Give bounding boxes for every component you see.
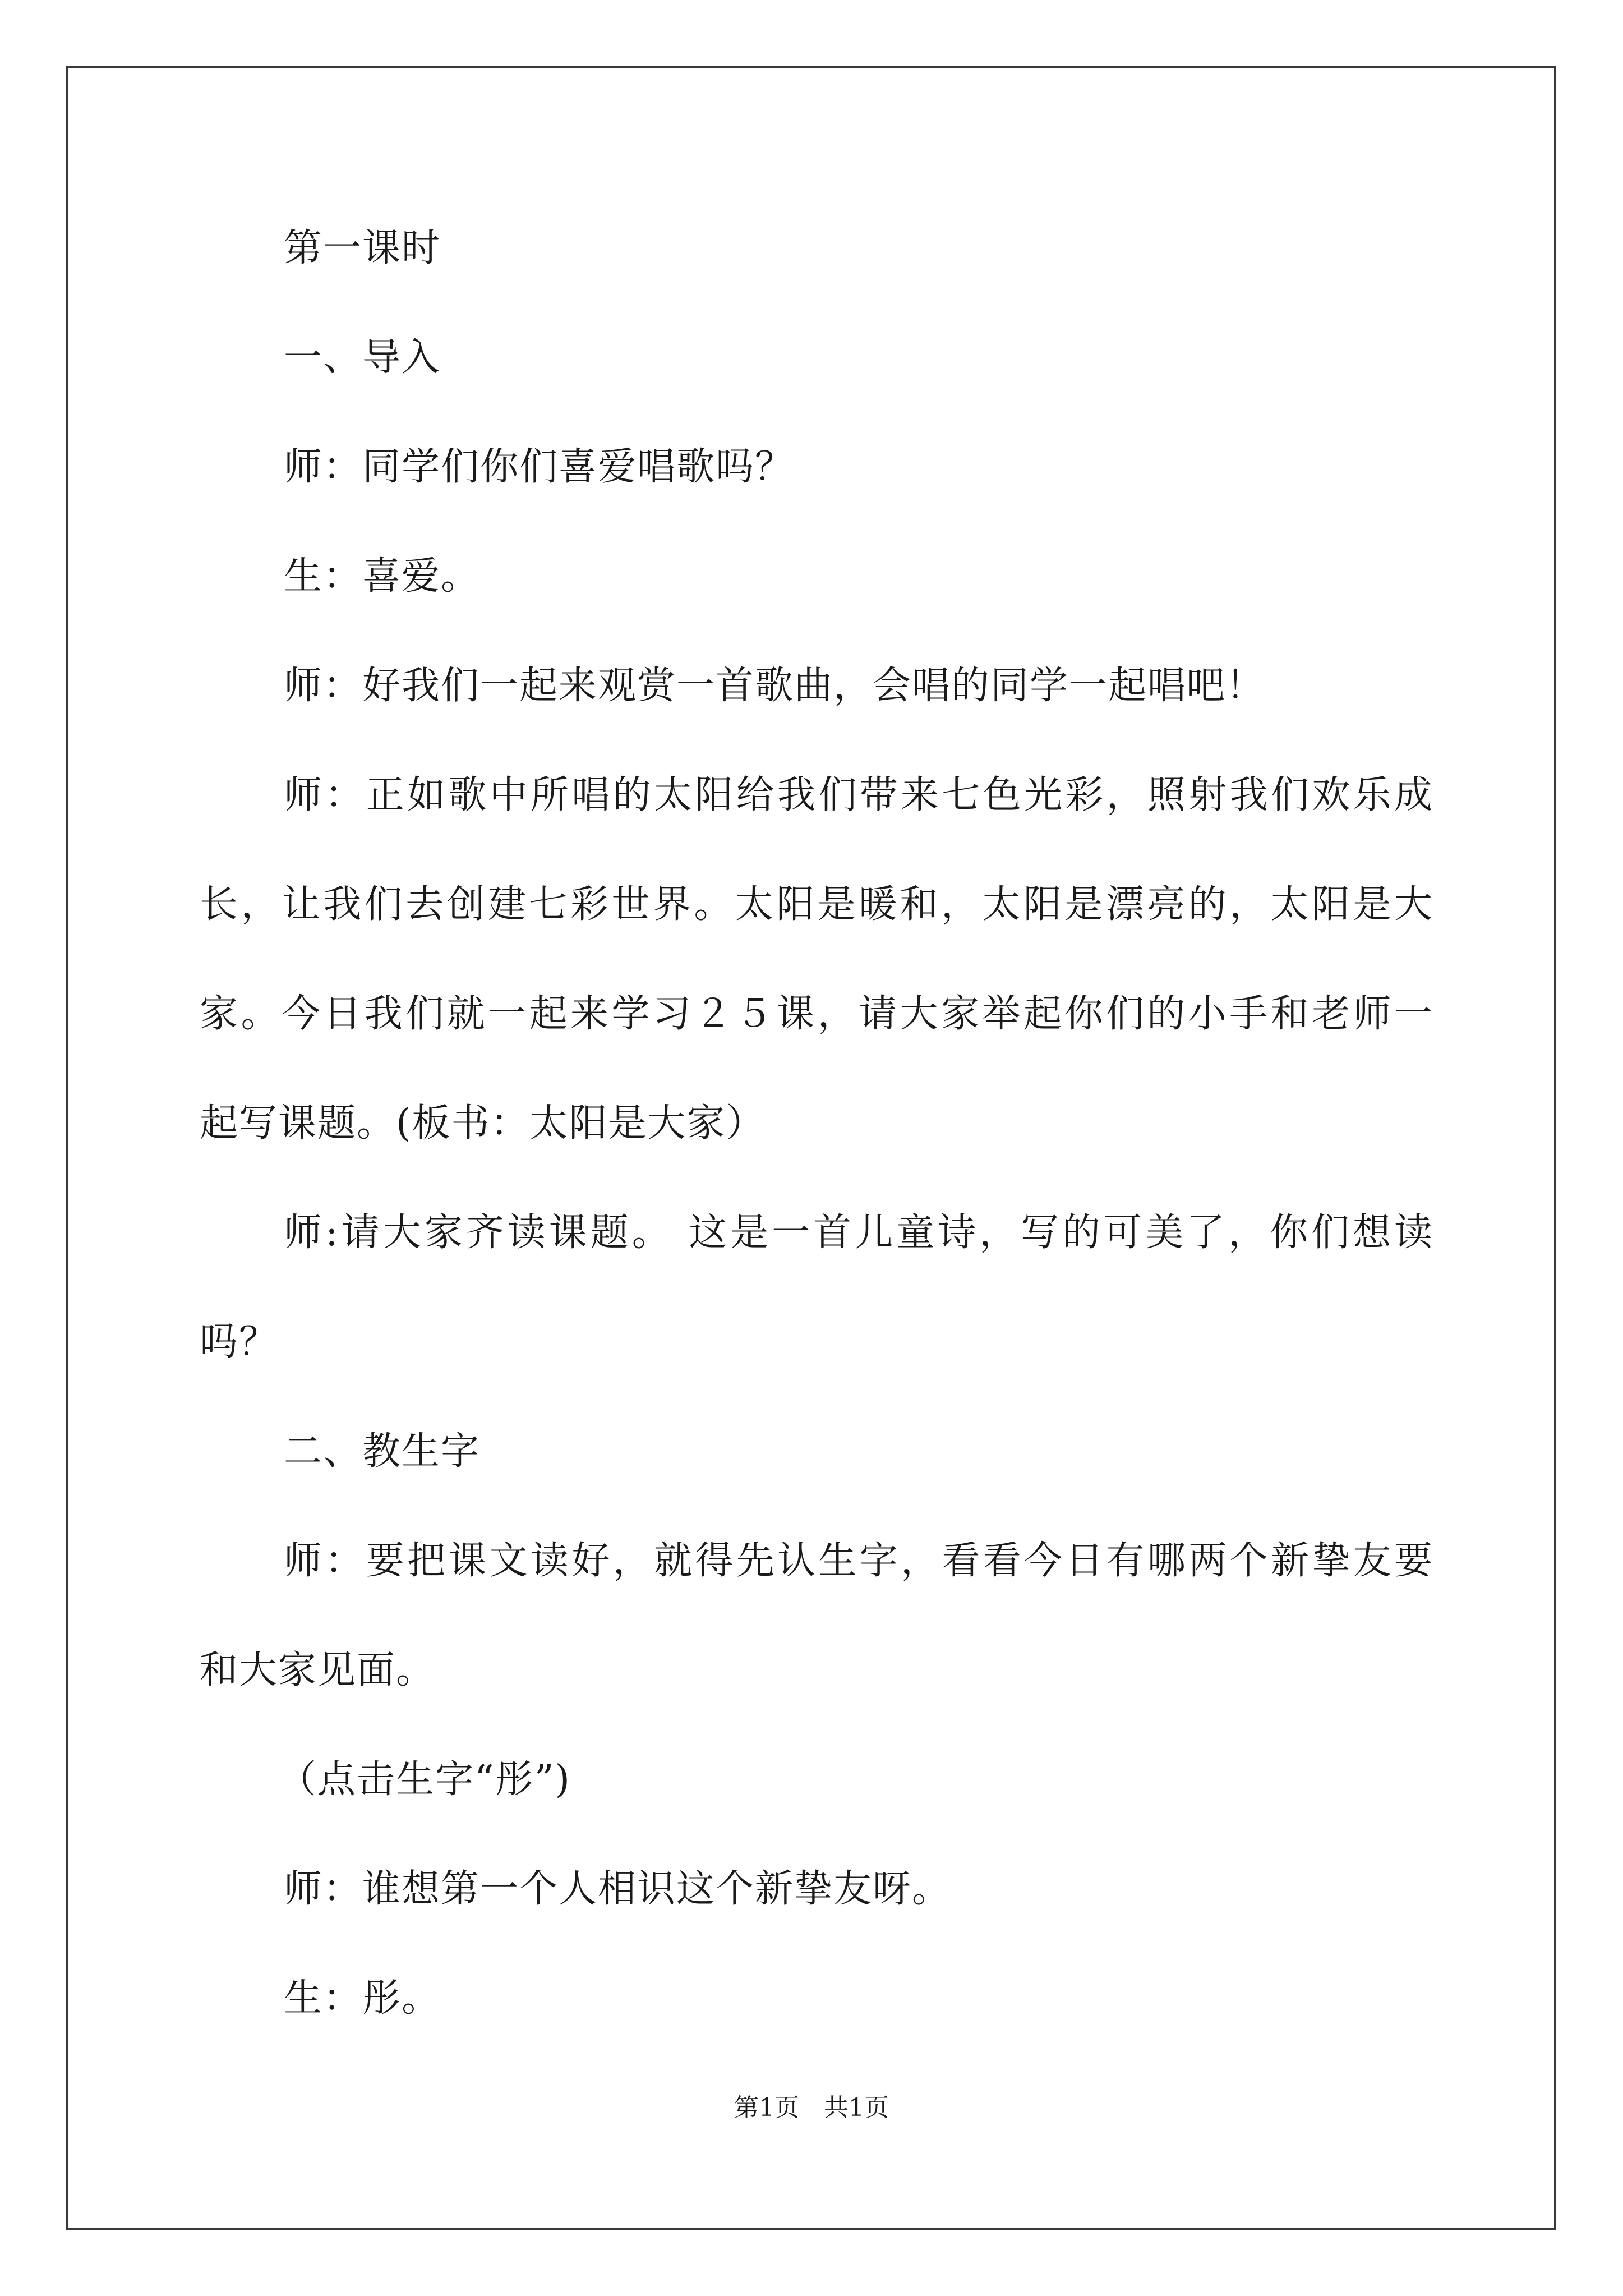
paragraph-continuation: 长，让我们去创建七彩世界。太阳是暖和，太阳是漂亮的，太阳是大	[200, 882, 1433, 927]
paragraph: 生：彤。	[284, 1976, 441, 2021]
section-heading-characters: 二、教生字	[284, 1429, 481, 1474]
paragraph: 师：好我们一起来观赏一首歌曲，会唱的同学一起唱吧！	[284, 664, 1266, 708]
paragraph: 师：要把课文读好，就得先认生字，看看今日有哪两个新挚友要	[284, 1539, 1433, 1583]
paragraph: 师：同学们你们喜爱唱歌吗？	[284, 445, 795, 489]
paragraph: （点击生字“彤”)	[278, 1757, 571, 1802]
paragraph-continuation: 起写课题。(板书：太阳是大家）	[200, 1101, 766, 1145]
paragraph: 师:请大家齐读课题。 这是一首儿童诗，写的可美了，你们想读	[284, 1211, 1433, 1255]
paragraph-continuation: 家。今日我们就一起来学习２５课，请大家举起你们的小手和老师一	[200, 992, 1433, 1036]
section-heading-intro: 一、导入	[284, 335, 441, 380]
paragraph-continuation: 吗？	[200, 1320, 279, 1364]
paragraph: 生：喜爱。	[284, 554, 481, 599]
lesson-heading: 第一课时	[284, 226, 441, 270]
page-footer: 第1页 共1页	[734, 2093, 889, 2122]
paragraph: 师：谁想第一个人相识这个新挚友呀。	[284, 1867, 952, 1911]
paragraph: 师：正如歌中所唱的太阳给我们带来七色光彩，照射我们欢乐成	[284, 773, 1433, 817]
paragraph-continuation: 和大家见面。	[200, 1648, 436, 1692]
